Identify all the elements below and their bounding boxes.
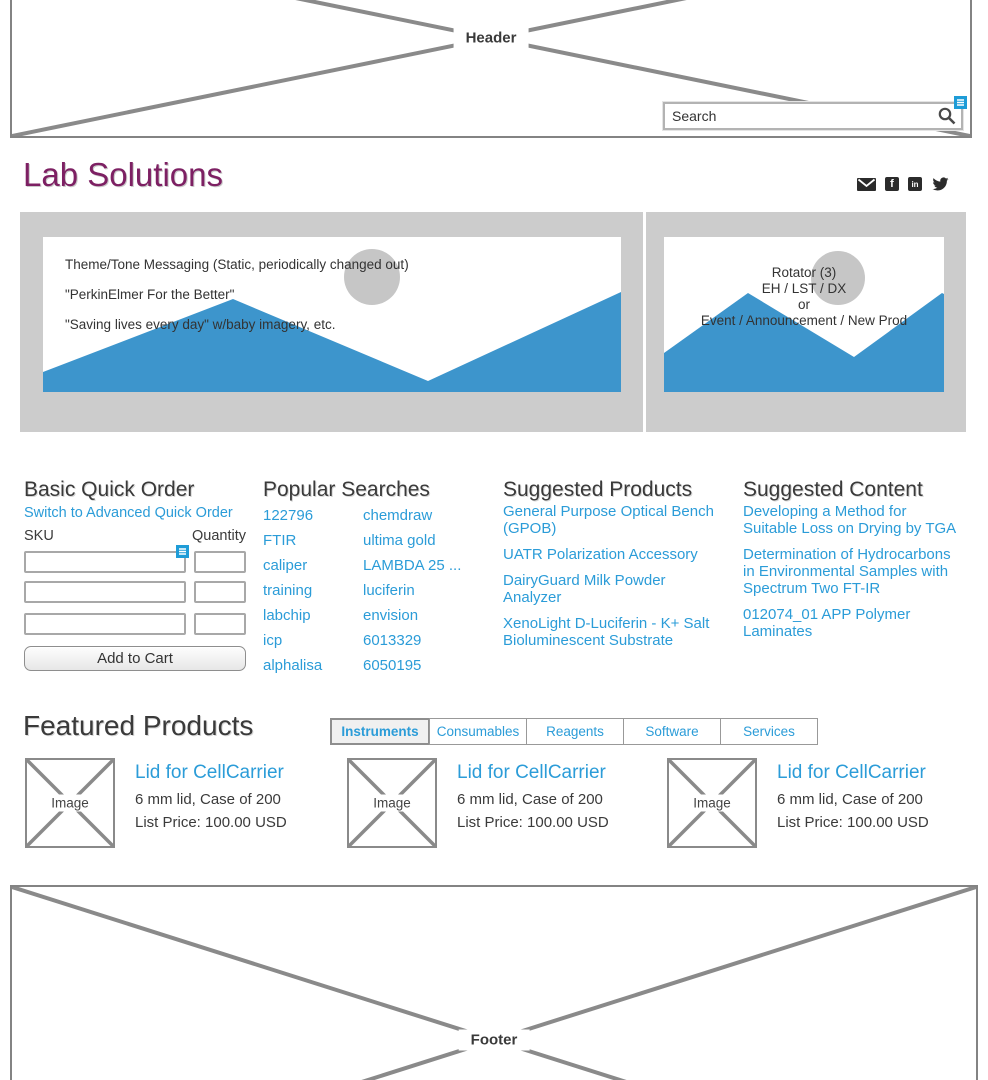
image-label: Image <box>367 795 417 812</box>
sku-input[interactable] <box>24 581 186 603</box>
popular-searches-col2 <box>363 503 461 678</box>
hero-rotator-line: Event / Announcement / New Prod <box>700 313 908 328</box>
hero-theme-line: "Saving lives every day" w/baby imagery, etc. <box>65 317 336 332</box>
popular-search-link[interactable]: chemdraw <box>363 507 433 524</box>
popular-search-link[interactable]: training <box>263 582 313 599</box>
suggested-products-list <box>503 503 718 658</box>
image-label: Image <box>45 795 95 812</box>
popular-search-link[interactable]: caliper <box>263 557 308 574</box>
footer-label: Footer <box>459 1030 530 1051</box>
search-icon[interactable] <box>937 106 957 126</box>
popular-search-link[interactable]: 122796 <box>263 507 314 524</box>
suggested-product-link[interactable]: XenoLight D-Luciferin - K+ Salt Bioluminescent Substrate <box>503 615 710 649</box>
product-title-link[interactable]: Lid for CellCarrier <box>777 762 926 783</box>
suggested-product-link[interactable]: General Purpose Optical Bench (GPOB) <box>503 503 714 537</box>
popular-searches-col1 <box>263 503 322 678</box>
twitter-icon[interactable] <box>931 176 950 192</box>
header-label: Header <box>454 28 529 49</box>
add-to-cart-button[interactable]: Add to Cart <box>24 646 246 671</box>
placeholder-x-icon <box>12 887 976 1080</box>
quantity-input[interactable] <box>194 581 246 603</box>
page-title: Lab Solutions <box>23 156 223 193</box>
quantity-label: Quantity <box>192 528 246 544</box>
hero-theme-line: "PerkinElmer For the Better" <box>65 287 235 302</box>
quick-order-row <box>24 551 246 573</box>
annotation-note-icon <box>954 96 967 109</box>
popular-search-link[interactable]: 6013329 <box>363 632 422 649</box>
suggested-content-title: Suggested Content <box>743 478 923 501</box>
suggested-product-link[interactable]: DairyGuard Milk Powder Analyzer <box>503 572 666 606</box>
hero-rotator-text <box>664 265 944 329</box>
suggested-products-title: Suggested Products <box>503 478 693 501</box>
product-title-link[interactable]: Lid for CellCarrier <box>457 762 606 783</box>
product-price: List Price: 100.00 USD <box>777 814 929 831</box>
email-icon[interactable] <box>857 178 876 191</box>
featured-products-title: Featured Products <box>23 710 254 741</box>
switch-advanced-quick-order-link[interactable]: Switch to Advanced Quick Order <box>24 505 233 521</box>
linkedin-icon[interactable]: in <box>908 177 922 191</box>
hero-rotator-line: Rotator (3) <box>771 265 837 280</box>
sku-input[interactable] <box>24 551 186 573</box>
popular-search-link[interactable]: 6050195 <box>363 657 422 674</box>
quantity-input[interactable] <box>194 613 246 635</box>
popular-search-link[interactable]: FTIR <box>263 532 297 549</box>
suggested-content-link[interactable]: 012074_01 APP Polymer Laminates <box>743 606 911 640</box>
popular-search-link[interactable]: labchip <box>263 607 311 624</box>
suggested-content-link[interactable]: Developing a Method for Suitable Loss on Drying by TGA <box>743 503 957 537</box>
suggested-product-link[interactable]: UATR Polarization Accessory <box>503 546 698 563</box>
hero-theme-line: Theme/Tone Messaging (Static, periodically changed out) <box>65 257 409 272</box>
hero-rotator-image-placeholder <box>664 237 944 392</box>
product-image-placeholder[interactable] <box>25 758 115 848</box>
quick-order-row <box>24 581 246 603</box>
tab-software[interactable]: Software <box>623 718 721 745</box>
footer-placeholder <box>10 885 978 1080</box>
hero-theme-image-placeholder <box>43 237 621 392</box>
social-icons <box>857 176 950 192</box>
search-box <box>663 102 963 130</box>
hero-theme-panel <box>20 212 643 432</box>
popular-search-link[interactable]: icp <box>263 632 283 649</box>
product-image-placeholder[interactable] <box>667 758 757 848</box>
image-label: Image <box>687 795 737 812</box>
product-title-link[interactable]: Lid for CellCarrier <box>135 762 284 783</box>
facebook-icon[interactable]: f <box>885 177 899 191</box>
product-card <box>667 758 977 853</box>
featured-tabs <box>330 718 818 745</box>
product-description: 6 mm lid, Case of 200 <box>135 791 281 808</box>
product-card <box>347 758 657 853</box>
search-input[interactable] <box>670 105 924 127</box>
product-price: List Price: 100.00 USD <box>135 814 287 831</box>
quick-order-labels <box>24 528 246 544</box>
suggested-content-list <box>743 503 963 649</box>
sku-input[interactable] <box>24 613 186 635</box>
tab-consumables[interactable]: Consumables <box>429 718 527 745</box>
product-card <box>25 758 335 853</box>
quantity-input[interactable] <box>194 551 246 573</box>
popular-search-link[interactable]: ultima gold <box>363 532 436 549</box>
popular-search-link[interactable]: alphalisa <box>263 657 323 674</box>
tab-reagents[interactable]: Reagents <box>526 718 624 745</box>
product-image-placeholder[interactable] <box>347 758 437 848</box>
popular-search-link[interactable]: envision <box>363 607 419 624</box>
annotation-note-icon <box>176 545 189 558</box>
product-description: 6 mm lid, Case of 200 <box>777 791 923 808</box>
popular-searches-title: Popular Searches <box>263 478 430 501</box>
popular-search-link[interactable]: LAMBDA 25 ... <box>363 557 462 574</box>
suggested-content-link[interactable]: Determination of Hydrocarbons in Environmental Samples with Spectrum Two FT-IR <box>743 546 951 597</box>
hero-rotator-line: or <box>797 297 810 312</box>
popular-search-link[interactable]: luciferin <box>363 582 415 599</box>
product-price: List Price: 100.00 USD <box>457 814 609 831</box>
quick-order-row <box>24 613 246 635</box>
product-description: 6 mm lid, Case of 200 <box>457 791 603 808</box>
hero-rotator-panel <box>646 212 966 432</box>
hero-rotator-line: EH / LST / DX <box>761 281 847 296</box>
tab-services[interactable]: Services <box>720 718 818 745</box>
tab-instruments[interactable]: Instruments <box>330 718 430 745</box>
quick-order-title: Basic Quick Order <box>24 478 195 501</box>
sku-label: SKU <box>24 528 54 544</box>
